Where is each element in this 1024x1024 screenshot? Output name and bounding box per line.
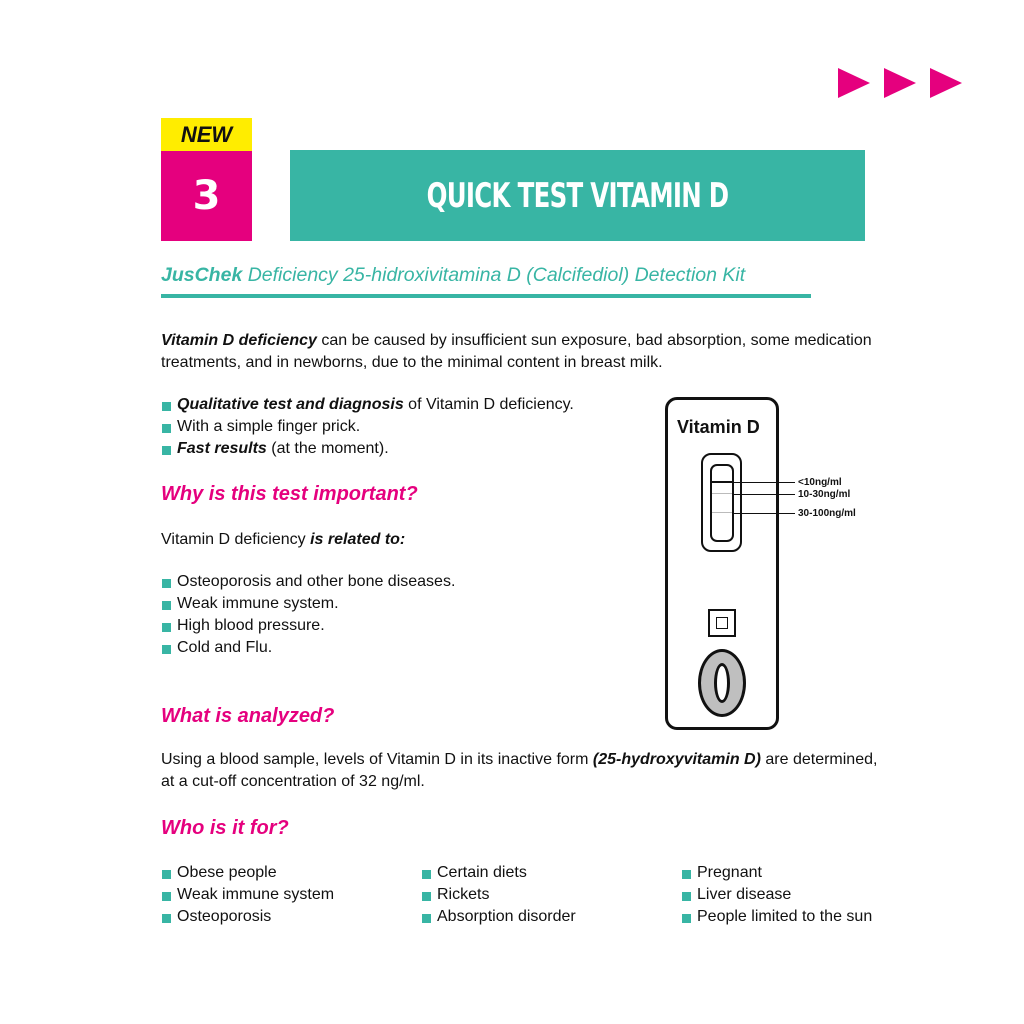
leader-line — [733, 482, 795, 483]
list-item: Osteoporosis — [161, 906, 334, 928]
analyzed-paragraph: Using a blood sample, levels of Vitamin D in its inactive form (25-hydroxyvitamin D) are determined, at a cut-off concentration of 32 ng/ml. — [161, 751, 878, 790]
page-title: QUICK TEST VITAMIN D — [426, 175, 729, 216]
subtitle — [161, 264, 745, 287]
result-line — [712, 481, 732, 483]
subtitle-rule — [161, 294, 811, 298]
list-item: Weak immune system. — [161, 593, 455, 615]
next-arrows[interactable] — [838, 66, 968, 100]
intro-text: can be caused by insufficient sun exposure, bad absorption, some medication treatments, and in newborns, due to the minimal content in breast milk. — [161, 332, 872, 371]
result-line — [712, 512, 732, 513]
list-item: Obese people — [161, 862, 334, 884]
list-item: Pregnant — [681, 862, 872, 884]
list-item: Liver disease — [681, 884, 872, 906]
buffer-square-inner — [716, 617, 728, 629]
arrow-icon — [884, 68, 916, 98]
who-list-1 — [161, 862, 334, 928]
sample-well-inner — [714, 663, 730, 703]
leader-line — [733, 494, 795, 495]
what-heading: What is analyzed? — [161, 705, 335, 727]
list-item: With a simple finger prick. — [161, 416, 574, 438]
number-badge: 3 — [161, 151, 252, 241]
new-badge: NEW — [161, 118, 252, 151]
arrow-icon — [930, 68, 962, 98]
intro-bold: Vitamin D deficiency — [161, 332, 317, 349]
result-line — [712, 493, 732, 494]
related-text: Vitamin D deficiency is related to: — [161, 531, 406, 548]
who-list-2 — [421, 862, 576, 928]
list-item: Rickets — [421, 884, 576, 906]
list-item: Cold and Flu. — [161, 637, 455, 659]
range-label: <10ng/ml — [798, 477, 842, 488]
list-item: People limited to the sun — [681, 906, 872, 928]
title-bar — [290, 150, 865, 241]
list-item: High blood pressure. — [161, 615, 455, 637]
intro-paragraph — [161, 330, 881, 374]
why-heading: Why is this test important? — [161, 483, 418, 505]
list-item: Weak immune system — [161, 884, 334, 906]
list-item: Osteoporosis and other bone diseases. — [161, 571, 455, 593]
brand-name: JusChek — [161, 264, 243, 286]
arrow-icon — [838, 68, 870, 98]
leader-line — [733, 513, 795, 514]
who-heading: Who is it for? — [161, 817, 289, 839]
range-label: 10-30ng/ml — [798, 489, 851, 500]
list-item: Fast results (at the moment). — [161, 438, 574, 460]
who-list-3 — [681, 862, 872, 928]
related-list — [161, 571, 455, 659]
list-item: Qualitative test and diagnosis of Vitamin D deficiency. — [161, 394, 574, 416]
feature-list — [161, 394, 574, 460]
list-item: Certain diets — [421, 862, 576, 884]
range-label: 30-100ng/ml — [798, 508, 856, 519]
list-item: Absorption disorder — [421, 906, 576, 928]
cassette-label: Vitamin D — [677, 417, 760, 437]
result-strip — [710, 464, 734, 542]
subtitle-text: Deficiency 25-hidroxivitamina D (Calcifediol) Detection Kit — [242, 264, 746, 286]
